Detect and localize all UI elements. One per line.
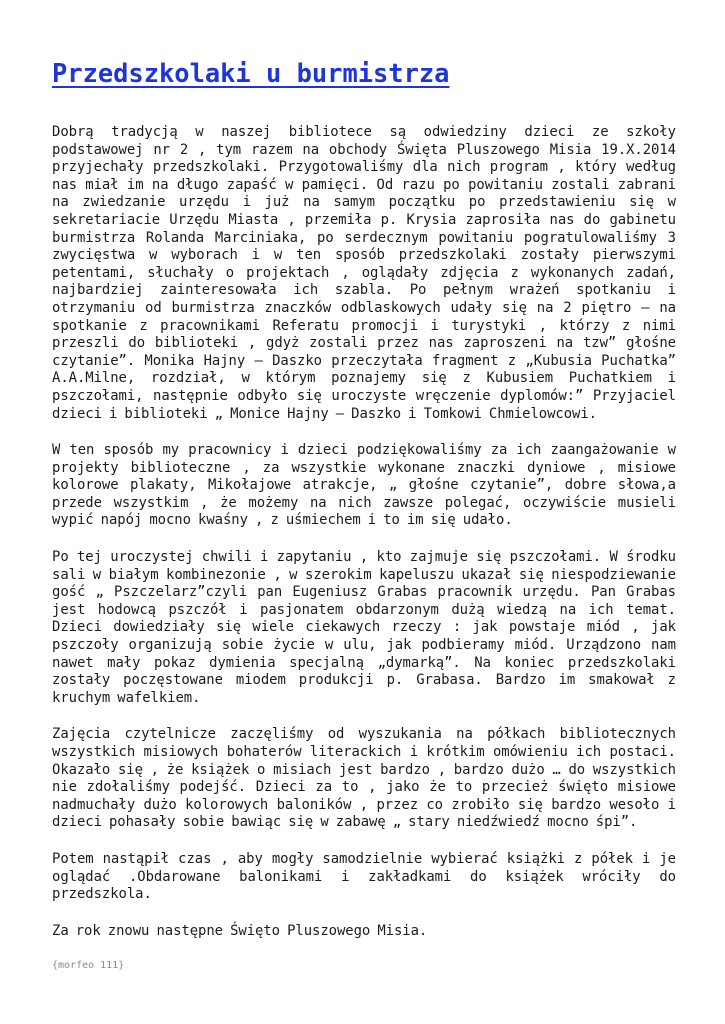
article-paragraph-1: Dobrą tradycją w naszej bibliotece są odwiedziny dzieci ze szkoły podstawowej nr 2 , tym razem na obchody Święta Pluszowego Misia 19.X.2014 przyjechały przedszkolaki. Przygotowaliśmy dla nich program , który według nas miał im na długo zapaść w pamięci. Od razu po powitaniu zostali zabrani na zwiedzanie urzędu i już na samym początku po przedstawieniu się w sekretariacie Urzędu Miasta , przemiła p. Krysia zaprosiła nas do gabinetu burmistrza Rolanda Marciniaka, po serdecznym powitaniu pogratulowaliśmy 3 zwycięstwa w wyborach i w ten sposób przedszkolaki zostały pierwszymi petentami, słuchały o projektach , oglądały zdjęcia z wykonanych zadań, najbardziej zainteresowała ich szabla. Po pełnym wrażeń spotkaniu i otrzymaniu od burmistrza znaczków odblaskowych udały się na 2 piętro – na spotkanie z pracownikami Referatu promocji i turystyki , którzy z nimi przeszli do biblioteki , gdyż zostali przez nas zaproszeni na tzw” głośne czytanie”. Monika Hajny – Daszko przeczytała fragment z „Kubusia Puchatka” A.A.Milne, rozdział, w którym poznajemy się z Kubusiem Puchatkiem i pszczołami, następnie odbyło się uroczyste wręczenie dyplomów:” Przyjaciel dzieci i biblioteki „ Monice Hajny – Daszko i Tomkowi Chmielowcowi. (52, 124, 676, 422)
article-body (52, 124, 676, 973)
article-paragraph-2: W ten sposób my pracownicy i dzieci podziękowaliśmy za ich zaangażowanie w projekty biblioteczne , za wszystkie wykonane znaczki dyniowe , misiowe kolorowe plakaty, Mikołajowe atrakcje, „ głośne czytanie”, dobre słowa,a przede wszystkim , że możemy na nich zawsze polegać, oczywiście musieli wypić napój mocno kwaśny , z uśmiechem i to im się udało. (52, 442, 676, 529)
article-paragraph-5: Potem nastąpił czas , aby mogły samodzielnie wybierać książki z półek i je oglądać .Obdarowane balonikami i zakładkami do książek wróciły do przedszkola. (52, 850, 676, 903)
footer-tag: {morfeo 111} (52, 960, 125, 972)
article-paragraph-3: Po tej uroczystej chwili i zapytaniu , kto zajmuje się pszczołami. W środku sali w białym kombinezonie , w szerokim kapeluszu ukazał się niespodziewanie gość „ Pszczelarz”czyli pan Eugeniusz Grabas pracownik urzędu. Pan Grabas jest hodowcą pszczół i pasjonatem obdarzonym dużą wiedzą na ich temat. Dzieci dowiedziały się wiele ciekawych rzeczy : jak powstaje miód , jak pszczoły organizują sobie życie w ulu, jak podbieramy miód. Urządzono nam nawet mały pokaz dymienia specjalną „dymarką”. Na koniec przedszkolaki zostały poczęstowane miodem produkcji p. Grabasa. Bardzo im smakował z kruchym wafelkiem. (52, 549, 676, 706)
article-paragraph-4: Zajęcia czytelnicze zaczęliśmy od wyszukania na półkach bibliotecznych wszystkich misiowych bohaterów literackich i krótkim omówieniu ich postaci. Okazało się , że książek o misiach jest bardzo , bardzo dużo … do wszystkich nie zdołaliśmy podejść. Dzieci za to , jako że to przecież święto misiowe nadmuchały dużo kolorowych baloników , przez co zrobiło się bardzo wesoło i dzieci pohasały sobie bawiąc się w zabawę „ stary niedźwiedź mocno śpi”. (52, 726, 676, 831)
article-title-link[interactable]: Przedszkolaki u burmistrza (52, 58, 450, 88)
article-paragraph-6: Za rok znowu następne Święto Pluszowego Misia. (52, 922, 428, 939)
